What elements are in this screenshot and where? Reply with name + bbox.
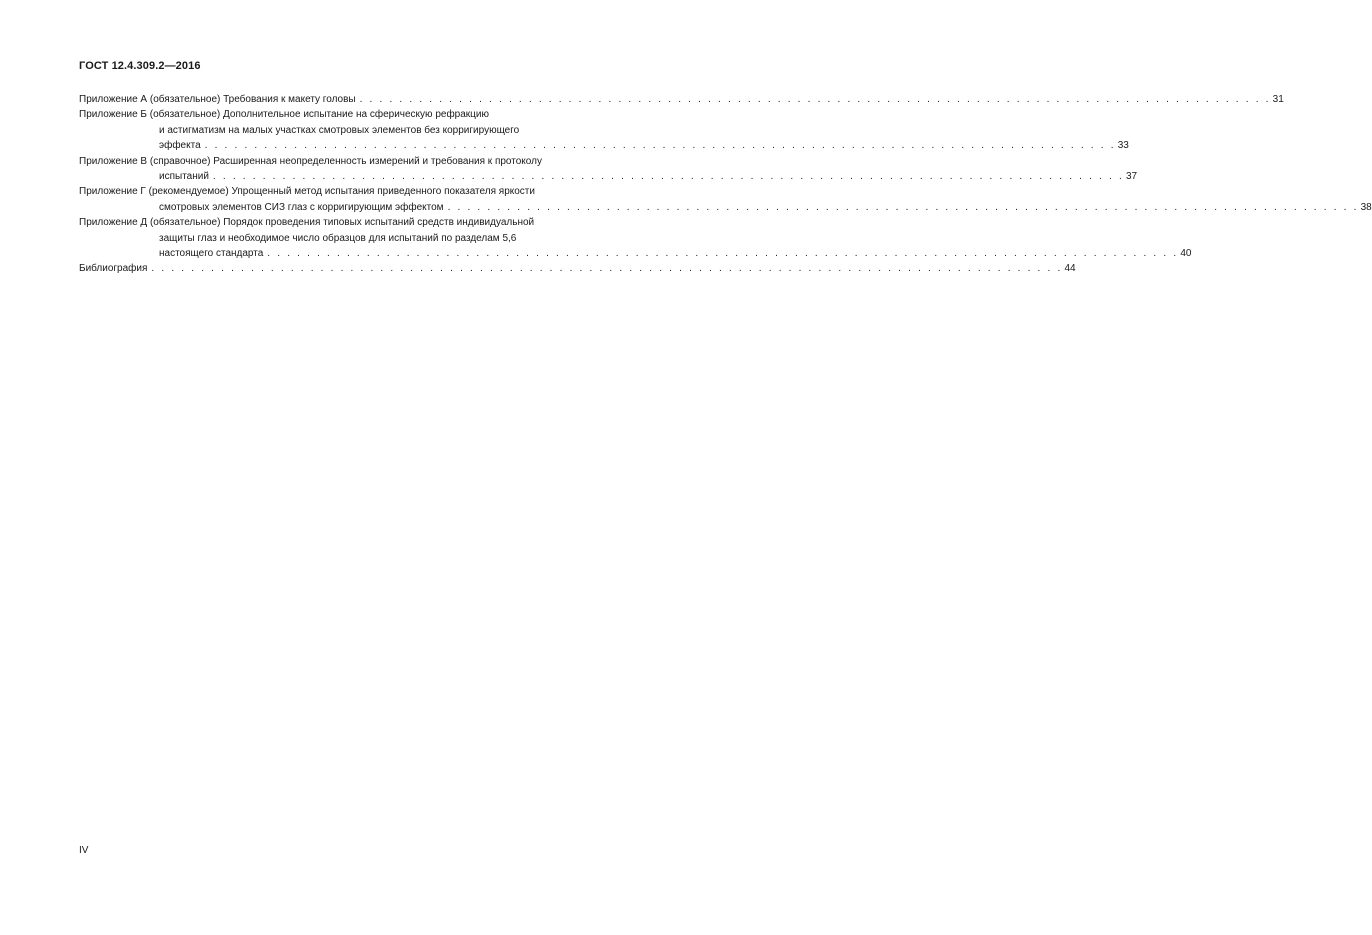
toc-page-number: 33 bbox=[1117, 140, 1129, 152]
toc-page-number: 31 bbox=[1272, 94, 1284, 105]
toc-line bbox=[79, 107, 613, 122]
toc-page-number: 44 bbox=[1064, 263, 1076, 275]
toc-line bbox=[79, 169, 1138, 184]
toc-page-number: 40 bbox=[1180, 248, 1192, 260]
toc-line bbox=[79, 184, 613, 199]
toc-entry-title-continued: настоящего стандарта bbox=[159, 248, 264, 260]
toc-entry-bibliography[interactable] bbox=[79, 261, 1076, 276]
toc-line bbox=[79, 123, 613, 138]
toc-entry-appendix-v[interactable] bbox=[79, 154, 1138, 185]
page-number-footer: IV bbox=[79, 845, 89, 856]
toc-line bbox=[79, 231, 613, 246]
toc-leader-dots bbox=[213, 169, 1124, 184]
toc-line bbox=[79, 154, 613, 169]
toc-leader-dots bbox=[151, 261, 1062, 276]
toc-line bbox=[79, 215, 613, 230]
toc-entry-appendix-b[interactable] bbox=[79, 107, 1129, 153]
toc-entry-title: Приложение В (справочное) Расширенная неопределенность измерений и требования к протоколу bbox=[79, 155, 542, 167]
toc-leader-dots bbox=[360, 92, 1271, 107]
toc-leader-dots bbox=[205, 138, 1116, 153]
toc-line bbox=[79, 200, 1372, 215]
toc-page-number: 37 bbox=[1125, 171, 1138, 183]
toc-line bbox=[79, 92, 1284, 107]
toc-line bbox=[79, 138, 1129, 153]
toc-entry-title-continued: эффекта bbox=[159, 140, 201, 152]
toc-entry-title-continued: смотровых элементов СИЗ глаз с корригирующим эффектом bbox=[159, 201, 444, 213]
toc-entry-appendix-g[interactable] bbox=[79, 184, 1372, 215]
toc-line bbox=[79, 246, 1192, 261]
toc-entry-title: Приложение Б (обязательное) Дополнительное испытание на сферическую рефракцию bbox=[79, 109, 489, 121]
toc-entry-title: Приложение Д (обязательное) Порядок проведения типовых испытаний средств индивидуальной bbox=[79, 217, 535, 229]
toc-leader-dots bbox=[267, 246, 1178, 261]
toc-entry-title: Приложение А (обязательное) Требования к макету головы bbox=[79, 94, 356, 105]
document-header: ГОСТ 12.4.309.2—2016 bbox=[79, 60, 201, 72]
toc-entry-title: Библиография bbox=[79, 263, 148, 275]
toc-page-number: 38 bbox=[1360, 201, 1372, 213]
toc-entry-title-continued: испытаний bbox=[159, 171, 209, 183]
table-of-contents bbox=[79, 92, 1372, 277]
toc-leader-dots bbox=[448, 200, 1359, 215]
toc-entry-title-continued: и астигматизм на малых участках смотровых элементов без корригирующего bbox=[159, 124, 520, 136]
toc-entry-appendix-d[interactable] bbox=[79, 215, 1192, 261]
toc-entry-title: Приложение Г (рекомендуемое) Упрощенный метод испытания приведенного показателя яркости bbox=[79, 186, 535, 198]
toc-entry-appendix-a[interactable] bbox=[79, 92, 1284, 107]
toc-entry-title-continued: защиты глаз и необходимое число образцов для испытаний по разделам 5,6 bbox=[159, 232, 517, 244]
toc-line bbox=[79, 261, 1076, 276]
